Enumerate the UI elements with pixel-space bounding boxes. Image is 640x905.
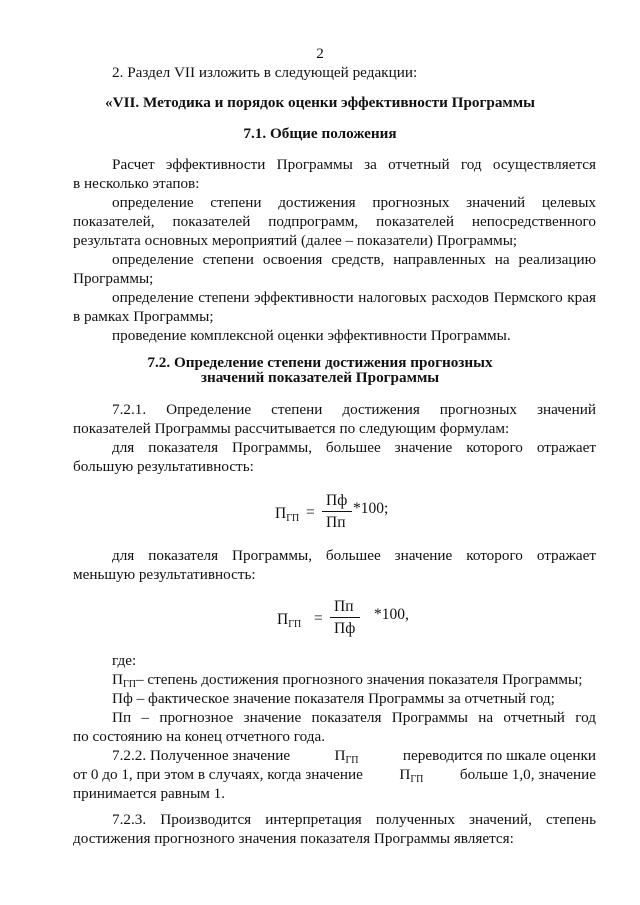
paragraph: для показателя Программы, большее значение которого отражает <box>112 439 596 456</box>
subsection-title-7-2: 7.2. Определение степени достижения прогнозных <box>147 354 493 371</box>
paragraph: определение степени достижения прогнозных значений целевых <box>112 194 596 211</box>
definition-pgp: $П_{ГП}-$ степень достижения прогнозного значения показателя Программы; <box>112 671 583 690</box>
formula-denominator: Пп <box>326 514 346 531</box>
definition-pp: по состоянию на конец отчетного года. <box>73 728 326 745</box>
where-label: где: <box>112 652 137 669</box>
paragraph: для показателя Программы, большее значение которого отражает <box>112 547 596 564</box>
page-number: 2 <box>316 45 324 62</box>
paragraph: проведение комплексной оценки эффективности Программы. <box>112 327 511 344</box>
formula-lhs: $П_{ГП}$ <box>275 505 300 524</box>
paragraph: в рамках Программы; <box>73 308 214 325</box>
paragraph-7-2-2: 7.2.2. Полученное значение $П_{ГП}$ переводится по шкале оценки <box>112 747 596 766</box>
paragraph-7-2-2: принимается равным 1. <box>73 785 226 802</box>
paragraph: Программы; <box>73 270 154 287</box>
fraction-bar <box>330 617 360 618</box>
formula-equals: = <box>314 610 323 627</box>
paragraph: определение степени освоения средств, направленных на реализацию <box>112 251 596 268</box>
paragraph: Расчет эффективности Программы за отчетный год осуществляется <box>112 156 596 173</box>
formula-numerator: Пф <box>326 492 348 509</box>
subsection-title-7-1: 7.1. Общие положения <box>243 125 397 142</box>
formula-direct <box>270 490 420 540</box>
paragraph: большую результативность: <box>73 458 254 475</box>
formula-numerator: Пп <box>334 598 354 615</box>
formula-lhs: $П_{ГП}$ <box>277 611 302 630</box>
formula-denominator: Пф <box>334 620 356 637</box>
definition-pf: Пф – фактическое значение показателя Программы за отчетный год; <box>112 690 555 707</box>
paragraph-7-2-3: 7.2.3. Производится интерпретация полученных значений, степень <box>112 811 596 828</box>
paragraph-7-2-3: достижения прогнозного значения показателя Программы является: <box>73 830 514 847</box>
definition-pp: Пп – прогнозное значение показателя Программы на отчетный год <box>112 709 596 726</box>
subsection-title-7-2: значений показателей Программы <box>200 369 440 386</box>
formula-multiplier: *100, <box>374 606 409 623</box>
paragraph: результата основных мероприятий (далее – показатели) Программы; <box>73 232 518 249</box>
formula-inverse <box>272 596 422 646</box>
paragraph: 7.2.1. Определение степени достижения прогнозных значений <box>112 401 596 418</box>
formula-multiplier: *100; <box>353 500 389 517</box>
paragraph: меньшую результативность: <box>73 566 256 583</box>
fraction-bar <box>322 511 352 512</box>
amendment-intro: 2. Раздел VII изложить в следующей редакции: <box>112 64 418 81</box>
paragraph: показателей Программы рассчитывается по следующим формулам: <box>73 420 510 437</box>
paragraph: показателей, показателей подпрограмм, показателей непосредственного <box>73 213 596 230</box>
section-title: «VII. Методика и порядок оценки эффективности Программы <box>105 94 535 111</box>
paragraph-7-2-2: от 0 до 1, при этом в случаях, когда значение $П_{ГП}$ больше 1,0, значение <box>73 766 596 785</box>
formula-equals: = <box>306 504 315 521</box>
paragraph: в несколько этапов: <box>73 175 200 192</box>
paragraph: определение степени эффективности налоговых расходов Пермского края <box>112 289 596 306</box>
